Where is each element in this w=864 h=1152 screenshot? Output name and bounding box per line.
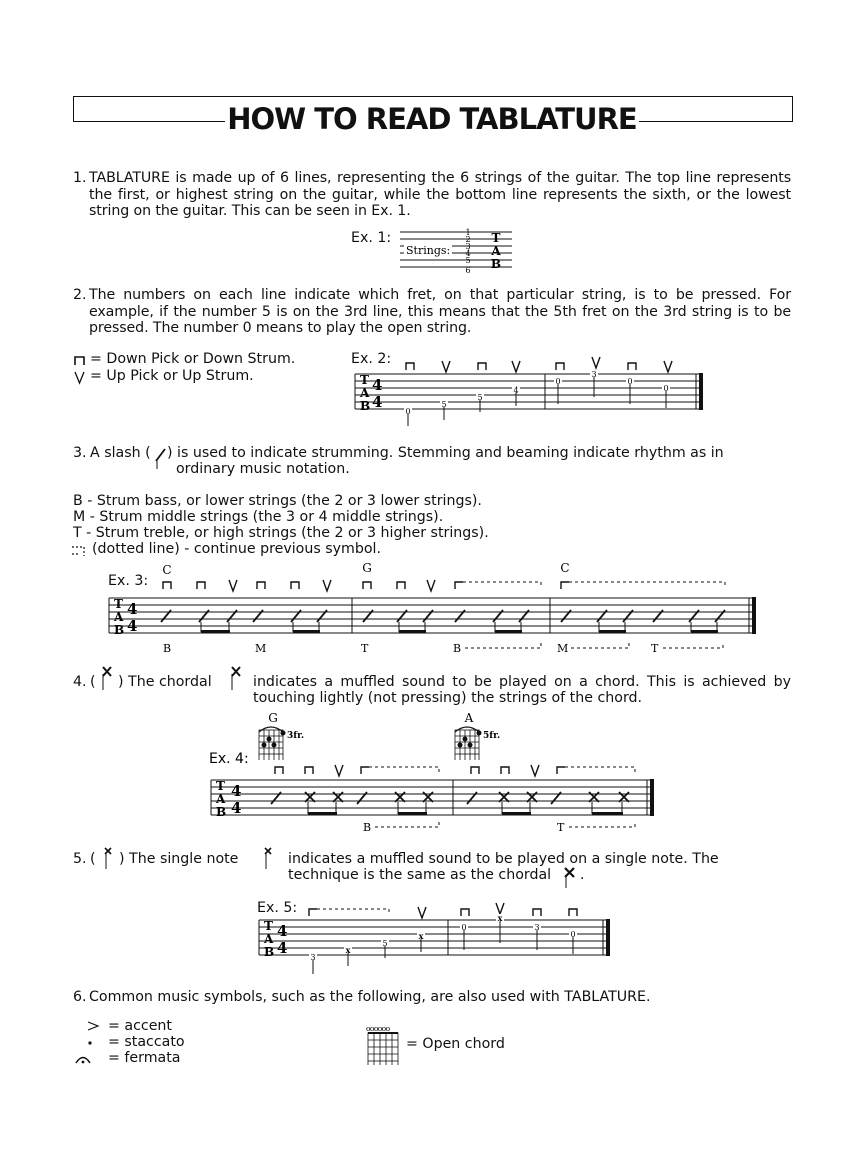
ex3-section: B	[453, 642, 462, 655]
ex2-label: Ex. 2:	[351, 351, 392, 367]
item4-text-a: (	[90, 674, 96, 690]
dotted-line-icon	[70, 540, 92, 558]
page-title: HOW TO READ TABLATURE	[227, 102, 637, 136]
ex2-note: 4	[513, 386, 519, 395]
svg-text:B: B	[114, 623, 125, 637]
fermata-label: = fermata	[108, 1050, 181, 1066]
strum-treble-def: T - Strum treble, or high strings (the 2 or 3 higher strings).	[73, 525, 489, 541]
item3-number: 3.	[73, 445, 87, 461]
svg-text:B: B	[264, 945, 275, 959]
ex5-note: 0	[570, 930, 576, 939]
svg-text:T: T	[114, 597, 123, 611]
svg-text:T: T	[264, 919, 273, 933]
svg-text:B: B	[360, 399, 371, 413]
svg-text:A: A	[360, 386, 370, 400]
ex4-chord: G	[268, 711, 278, 725]
strum-bass-def: B - Strum bass, or lower strings (the 2 or 3 lower strings).	[73, 493, 482, 509]
ex2-note: 3	[591, 370, 597, 379]
item5-text-c: indicates a muffled sound to be played on a single note. The	[288, 851, 719, 867]
ex3-section: T	[651, 642, 659, 655]
item2-text: The numbers on each line indicate which fret, on that particular string, is to be pressed. For example, if the number 5 is on the 3rd line, this means that the 5th fret on the 3rd string is to be pressed. The number 0 means to play the open string.	[89, 287, 791, 336]
staccato-label: = staccato	[108, 1034, 185, 1050]
open-chord-marks: oooooo	[366, 1024, 390, 1033]
item4-text-d: touching lightly (not pressing) the strings of the chord.	[253, 690, 643, 706]
ex1-string-number: 5	[465, 256, 471, 265]
ex1-staff	[398, 226, 518, 276]
ex2-note: 5	[477, 393, 483, 402]
item1-number: 1.	[73, 170, 87, 186]
muffled-note-icon	[102, 845, 114, 871]
item4-number: 4.	[73, 674, 87, 690]
ex2-time-bottom: 4	[372, 393, 383, 411]
item2-number: 2.	[73, 287, 87, 303]
ex2-staff	[350, 352, 714, 432]
item4-text-c: indicates a muffled sound to be played on a chord. This is achieved by	[253, 674, 791, 690]
ex4-staff	[205, 708, 665, 838]
legend-down-pick: = Down Pick or Down Strum.	[90, 351, 296, 367]
item4-text-b: ) The chordal	[118, 674, 212, 690]
dotted-line-def: (dotted line) - continue previous symbol.	[92, 541, 381, 557]
ex5-note: x	[418, 931, 424, 941]
svg-text:4: 4	[127, 617, 138, 635]
ex3-chord: G	[362, 561, 372, 575]
item5-number: 5.	[73, 851, 87, 867]
ex4-section: B	[363, 821, 372, 834]
open-chord-icon	[364, 1022, 404, 1066]
ex1-label: Ex. 1:	[351, 230, 392, 246]
ex3-section: T	[361, 642, 369, 655]
svg-text:A: A	[216, 792, 226, 806]
item1-text: TABLATURE is made up of 6 lines, representing the 6 strings of the guitar. The top line represents the first, or highest string on the guitar, while the bottom line represents the sixth, or the lowest string on the guitar. This can be seen in Ex. 1.	[89, 170, 791, 219]
item6-number: 6.	[73, 989, 87, 1005]
ex5-note: 5	[382, 939, 388, 948]
svg-text:4: 4	[277, 922, 288, 940]
slash-icon	[152, 444, 168, 470]
svg-text:A: A	[114, 610, 124, 624]
accent-icon	[88, 1022, 98, 1030]
muffled-chord-icon	[100, 664, 114, 692]
svg-text:T: T	[360, 373, 369, 387]
ex2-note: 0	[663, 384, 669, 393]
item3-text-b: ) is used to indicate strumming. Stemming and beaming indicate rhythm as in	[167, 445, 724, 461]
ex2-note: 0	[627, 377, 633, 386]
ex3-staff	[105, 560, 765, 660]
tab-letter-t: T	[491, 231, 501, 245]
item3-text-c: ordinary music notation.	[176, 461, 350, 477]
ex3-section: M	[557, 642, 569, 655]
svg-text:4: 4	[277, 939, 288, 957]
ex1-string-number: 3	[465, 242, 471, 251]
item5-text-b: ) The single note	[119, 851, 239, 867]
ex3-chord: C	[560, 561, 570, 575]
item6-text: Common music symbols, such as the following, are also used with TABLATURE.	[89, 989, 651, 1005]
svg-text:B: B	[216, 805, 227, 819]
legend-up-pick: = Up Pick or Up Strum.	[90, 368, 254, 384]
item5-text-a: (	[90, 851, 96, 867]
ex5-staff	[255, 898, 615, 978]
tab-letter-b: B	[490, 257, 502, 271]
ex3-section: B	[163, 642, 172, 655]
muffled-chord-icon	[562, 864, 578, 890]
ex5-note: 3	[310, 953, 316, 962]
ex5-note: 0	[461, 923, 467, 932]
ex5-note: x	[497, 913, 503, 923]
ex2-note: 5	[441, 400, 447, 409]
svg-text:4: 4	[127, 600, 138, 618]
ex1-string-number: 6	[465, 266, 471, 275]
down-pick-icon	[75, 357, 84, 365]
tab-letter-a: A	[491, 244, 501, 258]
up-pick-icon	[75, 372, 84, 383]
ex3-label: Ex. 3:	[108, 573, 149, 589]
ex5-label: Ex. 5:	[257, 900, 298, 916]
accent-label: = accent	[108, 1018, 172, 1034]
item5-text-d: technique is the same as the chordal	[288, 867, 552, 883]
ex3-pick-marks	[163, 580, 569, 591]
ex1-string-number: 4	[465, 249, 471, 258]
svg-text:4: 4	[231, 782, 242, 800]
open-chord-label: = Open chord	[406, 1036, 505, 1052]
ex2-pick-marks	[406, 357, 672, 372]
ex3-section: M	[255, 642, 267, 655]
item3-text-a: A slash (	[90, 445, 151, 461]
ex1-string-number: 2	[465, 235, 471, 244]
ex2-note: 0	[555, 377, 561, 386]
ex2-note: 0	[405, 407, 411, 416]
ex2-time-top: 4	[372, 376, 383, 394]
pick-symbols	[72, 350, 92, 386]
svg-text:4: 4	[231, 799, 242, 817]
ex4-section: T	[557, 821, 565, 834]
strum-middle-def: M - Strum middle strings (the 3 or 4 middle strings).	[73, 509, 444, 525]
muffled-chord-icon	[229, 664, 243, 692]
ex3-chord: C	[162, 563, 172, 577]
ex4-label: Ex. 4:	[209, 751, 249, 767]
item5-text-e: .	[580, 867, 585, 883]
svg-text:A: A	[264, 932, 274, 946]
ex4-fret: 5fr.	[483, 731, 501, 741]
ex1-strings-label: Strings:	[406, 244, 451, 257]
ex4-fret: 3fr.	[287, 731, 305, 741]
ex4-chord: A	[464, 711, 474, 725]
music-symbols	[72, 1016, 104, 1068]
ex1-string-number: 1	[465, 228, 471, 237]
ex5-note: x	[345, 945, 351, 955]
svg-text:T: T	[216, 779, 225, 793]
staccato-icon	[88, 1041, 91, 1044]
muffled-note-icon	[262, 845, 274, 871]
ex5-note: 3	[534, 923, 540, 932]
